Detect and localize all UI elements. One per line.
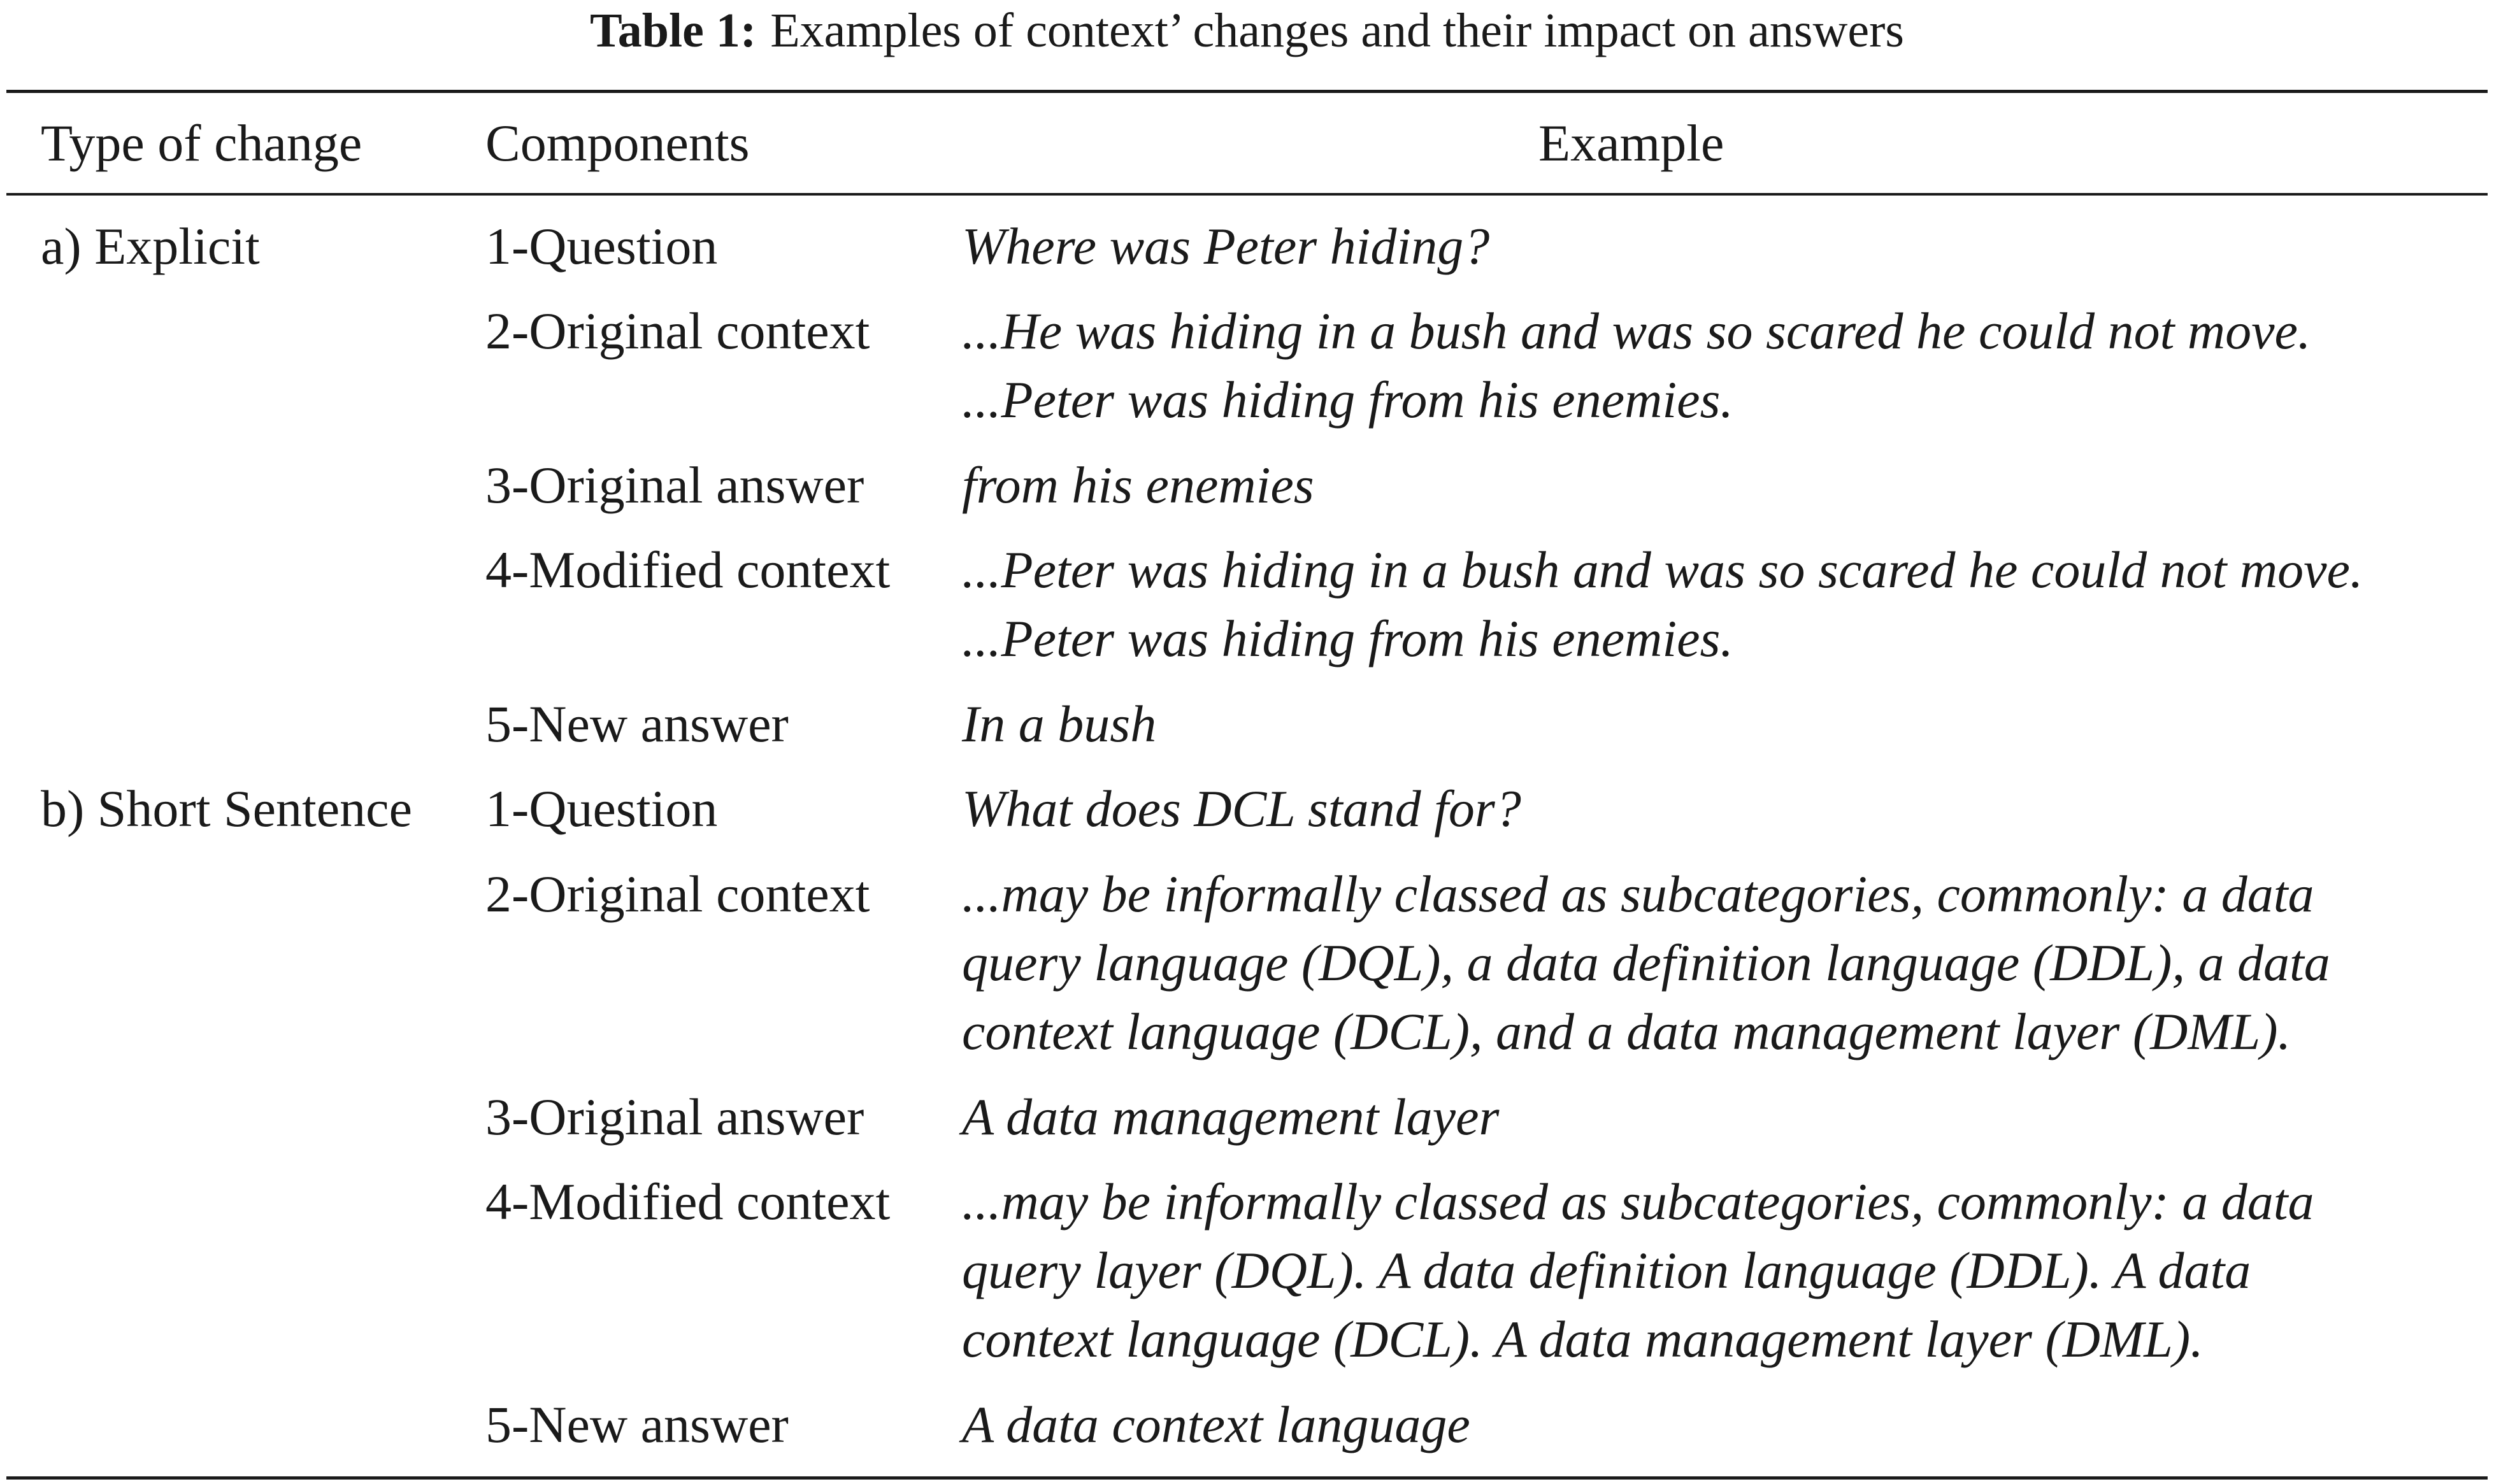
example-line: context language (DCL). A data management layer (DML).: [962, 1310, 2204, 1368]
component-label: 3-Original answer: [485, 1088, 864, 1146]
table-caption: [0, 0, 2494, 61]
component-label: 5-New answer: [485, 1395, 789, 1453]
component-label: 1-Question: [485, 217, 718, 275]
example-line: ...may be informally classed as subcategories, commonly: a data: [962, 1173, 2314, 1231]
component-label: 5-New answer: [485, 695, 789, 753]
header-example: Example: [1538, 114, 1724, 172]
caption-label: Table 1:: [590, 4, 757, 57]
example-line: query layer (DQL). A data definition language (DDL). A data: [962, 1241, 2251, 1299]
example-line: from his enemies: [962, 456, 1314, 514]
example-line: ...Peter was hiding in a bush and was so scared he could not move.: [962, 541, 2363, 599]
component-label: 4-Modified context: [485, 1173, 891, 1231]
component-label: 3-Original answer: [485, 456, 864, 514]
example-line: ...Peter was hiding from his enemies.: [962, 610, 1733, 667]
top-rule: [6, 90, 2488, 93]
example-line: context language (DCL), and a data management layer (DML).: [962, 1002, 2291, 1060]
component-label: 1-Question: [485, 780, 718, 838]
example-line: What does DCL stand for?: [962, 780, 1521, 838]
header-type-of-change: Type of change: [41, 114, 362, 172]
bottom-rule: [6, 1476, 2488, 1480]
group-type-short-sentence: b) Short Sentence: [41, 780, 412, 838]
example-line: ...He was hiding in a bush and was so scared he could not move.: [962, 302, 2311, 360]
component-label: 4-Modified context: [485, 541, 891, 599]
example-line: A data context language: [962, 1395, 1470, 1453]
component-label: 2-Original context: [485, 865, 870, 923]
header-components: Components: [485, 114, 750, 172]
example-line: ...may be informally classed as subcategories, commonly: a data: [962, 865, 2314, 923]
example-line: A data management layer: [962, 1088, 1500, 1146]
component-label: 2-Original context: [485, 302, 870, 360]
group-type-explicit: a) Explicit: [41, 217, 260, 275]
example-line: query language (DQL), a data definition language (DDL), a data: [962, 934, 2330, 992]
header-rule: [6, 193, 2488, 196]
example-line: In a bush: [962, 695, 1157, 753]
example-line: ...Peter was hiding from his enemies.: [962, 371, 1733, 429]
example-line: Where was Peter hiding?: [962, 217, 1490, 275]
caption-text: Examples of context’ changes and their impact on answers: [770, 4, 1904, 57]
